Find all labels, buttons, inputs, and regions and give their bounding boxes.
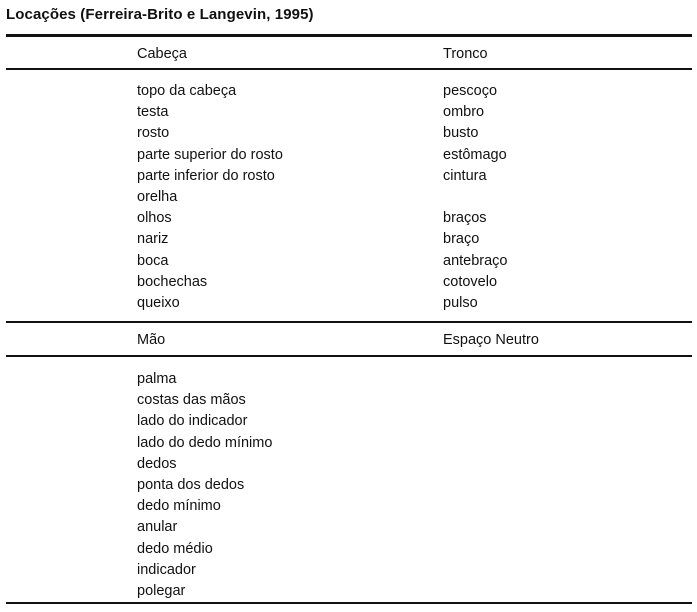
list-item: anular	[137, 519, 178, 536]
list-item: polegar	[137, 582, 186, 599]
list-item: nariz	[137, 231, 169, 248]
list-item: orelha	[137, 188, 178, 205]
trunk-locations-list	[443, 81, 508, 314]
column-header-head: Cabeça	[137, 46, 187, 62]
column-header-trunk: Tronco	[443, 46, 488, 62]
list-item: costas das mãos	[137, 392, 246, 409]
list-item: palma	[137, 371, 177, 387]
list-item	[443, 187, 508, 208]
list-item: ponta dos dedos	[137, 476, 245, 493]
list-item: parte superior do rosto	[137, 146, 283, 163]
bottom-rule	[6, 602, 692, 604]
list-item: cintura	[443, 167, 487, 184]
list-item: pulso	[443, 294, 478, 311]
section-divider-rule	[6, 321, 692, 323]
list-item: queixo	[137, 294, 180, 311]
list-item: rosto	[137, 125, 170, 142]
list-item: braço	[443, 231, 480, 248]
column-header-neutral-space: Espaço Neutro	[443, 332, 539, 348]
list-item: indicador	[137, 561, 196, 578]
list-item: antebraço	[443, 252, 508, 269]
head-locations-list	[137, 81, 283, 314]
header-rule-2	[6, 355, 692, 357]
list-item: boca	[137, 252, 169, 269]
top-rule	[6, 34, 692, 37]
list-item: dedo mínimo	[137, 498, 221, 515]
list-item: lado do indicador	[137, 413, 248, 430]
list-item: testa	[137, 104, 169, 121]
list-item: dedo médio	[137, 540, 213, 557]
list-item: busto	[443, 125, 479, 142]
list-item: dedos	[137, 455, 177, 472]
hand-locations-list	[137, 369, 272, 602]
list-item: topo da cabeça	[137, 83, 237, 99]
list-item: pescoço	[443, 83, 498, 99]
list-item: estômago	[443, 146, 507, 163]
list-item: parte inferior do rosto	[137, 167, 275, 184]
table-caption: Locações (Ferreira-Brito e Langevin, 1995)	[6, 6, 314, 23]
list-item: bochechas	[137, 273, 208, 290]
list-item: lado do dedo mínimo	[137, 434, 273, 451]
list-item: cotovelo	[443, 273, 498, 290]
header-rule-1	[6, 68, 692, 70]
column-header-hand: Mão	[137, 332, 166, 348]
list-item: ombro	[443, 104, 485, 121]
list-item: braços	[443, 210, 487, 227]
list-item: olhos	[137, 210, 172, 227]
